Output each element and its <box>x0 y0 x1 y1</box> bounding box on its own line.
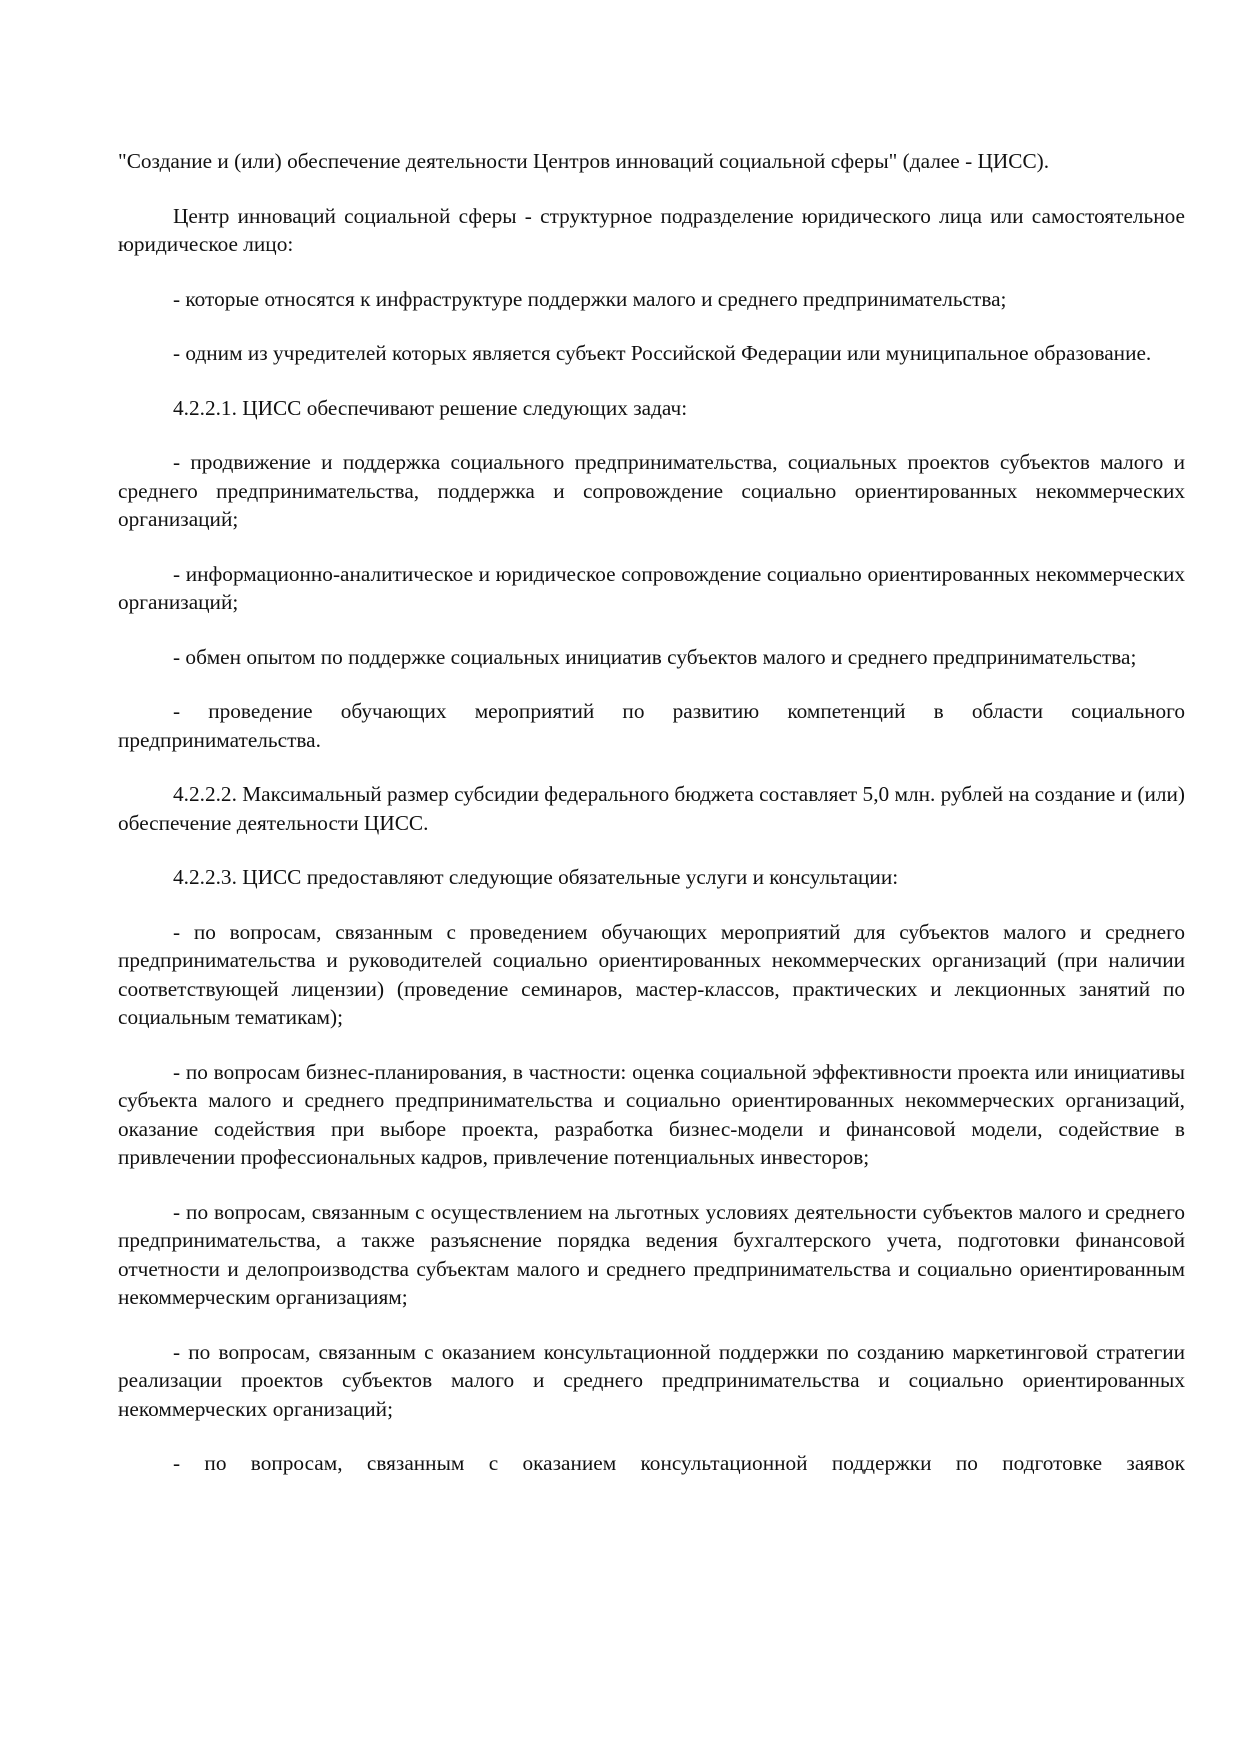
definition-list-item: - одним из учредителей которых является субъект Российской Федерации или муниципальное образование. <box>173 341 1152 365</box>
task-list-item: - продвижение и поддержка социального предпринимательства, социальных проектов субъектов малого и среднего предпринимательства, поддержка и сопровождение социально ориентированных некоммерческих организаций; <box>118 450 1185 531</box>
task-list-item: - проведение обучающих мероприятий по развитию компетенций в области социального предпринимательства. <box>118 699 1185 752</box>
section-4-2-2-3-heading: 4.2.2.3. ЦИСС предоставляют следующие обязательные услуги и консультации: <box>173 865 899 889</box>
paragraph-intro-continuation: "Создание и (или) обеспечение деятельности Центров инноваций социальной сферы" (далее - ЦИСС). <box>118 149 1050 173</box>
definition-list-item: - которые относятся к инфраструктуре поддержки малого и среднего предпринимательства; <box>173 286 1007 311</box>
section-4-2-2-1-heading: 4.2.2.1. ЦИСС обеспечивают решение следующих задач: <box>173 395 688 420</box>
service-list-item: - по вопросам, связанным с проведением обучающих мероприятий для субъектов малого и среднего предпринимательства и руководителей социально ориентированных некоммерческих организаций (при наличии соответствующей лицензии) (проведение семинаров, мастер-классов, практических и лекционных занятий по социальным тематикам); <box>118 919 1185 1029</box>
task-list-item: - обмен опытом по поддержке социальных инициатив субъектов малого и среднего предпринимательства; <box>173 644 1137 669</box>
service-list-item: - по вопросам, связанным с оказанием консультационной поддержки по подготовке заявок <box>173 1451 1185 1475</box>
task-list-item: - информационно-аналитическое и юридическое сопровождение социально ориентированных некоммерческих организаций; <box>118 561 1185 614</box>
service-list-item: - по вопросам, связанным с оказанием консультационной поддержки по созданию маркетинговой стратегии реализации проектов субъектов малого и среднего предпринимательства и социально ориентированных некоммерческих организаций; <box>118 1339 1185 1421</box>
section-4-2-2-2-paragraph: 4.2.2.2. Максимальный размер субсидии федерального бюджета составляет 5,0 млн. рублей на создание и (или) обеспечение деятельности ЦИСС. <box>118 782 1185 835</box>
service-list-item: - по вопросам бизнес-планирования, в частности: оценка социальной эффективности проекта или инициативы субъекта малого и среднего предпринимательства и социально ориентированных некоммерческих организаций, оказание содействия при выборе проекта, разработка бизнес-модели и финансовой модели, содействие в привлечении профессиональных кадров, привлечение потенциальных инвесторов; <box>118 1059 1185 1169</box>
document-page <box>118 147 1185 1504</box>
paragraph-definition: Центр инноваций социальной сферы - структурное подразделение юридического лица или самостоятельное юридическое лицо: <box>118 203 1185 256</box>
service-list-item: - по вопросам, связанным с осуществлением на льготных условиях деятельности субъектов малого и среднего предпринимательства, а также разъяснение порядка ведения бухгалтерского учета, подготовки финансовой отчетности и делопроизводства субъектам малого и среднего предпринимательства и социально ориентированным некоммерческим организациям; <box>118 1199 1185 1309</box>
